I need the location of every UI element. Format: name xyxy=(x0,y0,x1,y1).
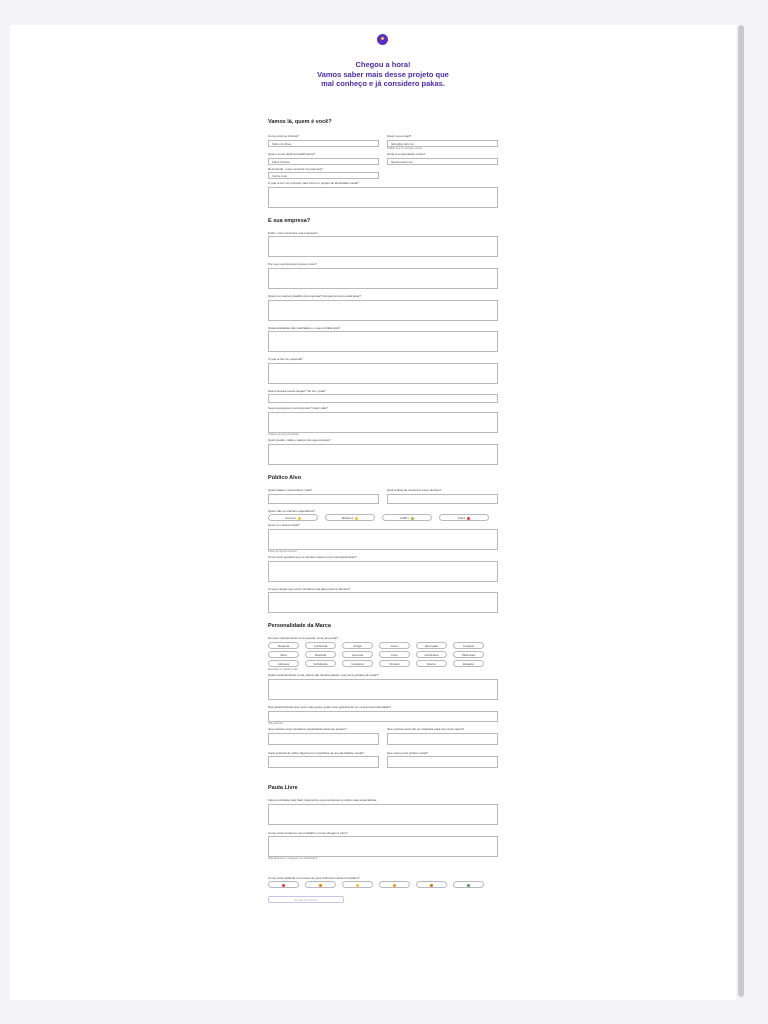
mission-textarea[interactable] xyxy=(268,444,498,465)
special-label: O que te faz ser especial? xyxy=(268,358,303,362)
avoid-colors-label: Que cores você prefere evitar? xyxy=(387,751,429,755)
rating-options xyxy=(268,881,498,888)
income-field[interactable] xyxy=(387,494,498,504)
rating-face-icon xyxy=(467,884,470,887)
trait-option[interactable]: Conhecida xyxy=(305,642,336,649)
rating-face-icon xyxy=(430,884,433,887)
ideal-client-label: Quem é o cliente ideal? xyxy=(268,524,300,528)
gender-option-men[interactable]: Homens xyxy=(268,514,318,521)
reason-label: O que te fez me procurar para criar um projeto de identidade visual? xyxy=(268,182,359,186)
name-label: Como você se chama? xyxy=(268,135,299,138)
ideal-client-textarea[interactable] xyxy=(268,529,498,550)
trait-option[interactable]: Forte xyxy=(379,651,410,658)
section-title-audience: Público Alvo xyxy=(268,474,302,481)
desired-traits-hint: Cite até três xyxy=(268,720,284,725)
brand-logo-icon xyxy=(377,34,388,45)
headline-line-3: mal conheço e já considero pakas. xyxy=(321,79,445,88)
email-hint: E-Mail que vc sempre vai ler xyxy=(387,145,423,150)
avoid-traits-textarea[interactable] xyxy=(268,679,498,700)
rating-option-4[interactable] xyxy=(379,881,410,888)
face-textarea[interactable] xyxy=(268,592,498,613)
company-description-label: Enfim, como descreve sua empresa? xyxy=(268,231,318,235)
section-title-company: E sua empresa? xyxy=(268,217,311,224)
rating-face-icon xyxy=(356,884,359,887)
ideal-client-hint: Faça um breve resumo xyxy=(268,548,297,553)
challenges-textarea[interactable] xyxy=(268,300,498,321)
company-name-reason-textarea[interactable] xyxy=(268,268,498,289)
company-field[interactable]: Fábio Panela xyxy=(268,158,379,165)
gender-option-women[interactable]: Mulheres xyxy=(325,514,375,521)
inspiring-brands-label: Que marcas você considera inspiradoras para seu projeto? xyxy=(268,727,347,731)
rating-option-1[interactable] xyxy=(268,881,299,888)
face-label: O que é aquilo que você considera sua face para os clientes? xyxy=(268,587,351,591)
inspiring-brands-field[interactable] xyxy=(268,733,379,745)
slogan-label: Sua empresa possui slogan? Se sim, qual? xyxy=(268,389,326,393)
role-label: Resumindo, o que você faz na empresa? xyxy=(268,167,323,171)
rating-label: Como você avaliaria o processo de preenchimento deste formulário? xyxy=(268,876,360,880)
trait-option[interactable]: Elegante xyxy=(453,660,484,667)
avoid-traits-label: Quais características a sua marca não deveria passar, que você gostaria de evitar? xyxy=(268,674,379,678)
headline-line-2: Vamos saber mais desse projeto que xyxy=(317,69,449,79)
competitors-textarea[interactable] xyxy=(268,412,498,433)
trait-option[interactable]: Eterna xyxy=(416,660,447,667)
avoid-colors-field[interactable] xyxy=(387,756,498,768)
trait-option[interactable]: Sofisticada xyxy=(305,660,336,667)
emoji-icon xyxy=(355,517,358,520)
rating-option-2[interactable] xyxy=(305,881,336,888)
non-inspiring-brands-label: Que marcas você não se inspiraria para sua nova marca? xyxy=(387,727,465,731)
emoji-icon xyxy=(467,517,470,520)
submit-button[interactable]: Enviar formulário xyxy=(268,896,344,903)
perception-label: Como você gostaria que os clientes vissem sua empresa/produto? xyxy=(268,556,357,560)
gender-option-lgbt[interactable]: LGBT+ xyxy=(382,514,432,521)
age-field[interactable] xyxy=(268,494,379,504)
free-topic-textarea[interactable] xyxy=(268,804,498,825)
trait-option[interactable]: Renovada xyxy=(416,642,447,649)
rating-option-3[interactable] xyxy=(342,881,373,888)
rating-face-icon xyxy=(319,884,322,887)
mission-label: Qual missão, visão e valores da sua empresa? xyxy=(268,439,331,443)
name-field[interactable]: Fábio da Silva xyxy=(268,140,379,147)
section-title-free-topic: Pauta Livre xyxy=(268,785,298,792)
trait-option[interactable]: Amorosa xyxy=(342,651,373,658)
competitors-hint: Indique as três principais xyxy=(268,431,299,436)
desired-traits-field[interactable] xyxy=(268,711,498,722)
rating-face-icon xyxy=(393,884,396,887)
site-field[interactable]: fabiopanela.com xyxy=(387,158,498,165)
scrollbar[interactable] xyxy=(738,25,744,997)
free-topic-label: Fique à vontade para falar mais sobre a sua empresa ou sobre suas expectativas. xyxy=(268,799,378,803)
special-textarea[interactable] xyxy=(268,363,498,384)
emoji-icon xyxy=(411,517,414,520)
trait-option[interactable]: Afetuosa xyxy=(268,660,299,667)
personality-label: Se sua empresa fosse uma pessoa, como ela seria? xyxy=(268,637,338,641)
trait-option[interactable]: Moderna xyxy=(268,642,299,649)
personality-options xyxy=(268,642,498,667)
trait-option[interactable]: Acolhedora xyxy=(416,651,447,658)
emoji-icon xyxy=(298,517,301,520)
rating-option-5[interactable] xyxy=(416,881,447,888)
trait-option[interactable]: Simples xyxy=(379,660,410,667)
reason-textarea[interactable] xyxy=(268,187,498,208)
page-headline xyxy=(290,60,476,89)
preferred-colors-field[interactable] xyxy=(268,756,379,768)
income-label: Qual a faixa de renda dos seus clientes? xyxy=(387,488,442,492)
section-title-about-you: Vamos lá, quem é você? xyxy=(268,119,332,125)
rating-face-icon xyxy=(282,884,285,887)
slogan-field[interactable] xyxy=(268,394,498,403)
gender-label: Quem são os clientes majoritários? xyxy=(268,509,315,513)
perception-textarea[interactable] xyxy=(268,561,498,582)
trait-option[interactable]: Séria xyxy=(268,651,299,658)
preferred-colors-label: Você gostaria de incluir alguma cor específica na sua identidade visual? xyxy=(268,751,364,755)
discovery-textarea[interactable] xyxy=(268,836,498,857)
competitors-label: Sua empresa tem concorrentes? Quem são? xyxy=(268,407,328,411)
trait-option[interactable]: Divertida xyxy=(305,651,336,658)
site-label: Onde a empresa/site existe? xyxy=(387,153,426,156)
company-description-textarea[interactable] xyxy=(268,236,498,257)
trait-option[interactable]: Antiga xyxy=(342,642,373,649)
challenges-label: Quais os maiores desafios da empresa? Há quanto tempo está ativa? xyxy=(268,294,361,298)
gender-option-all[interactable]: Todos xyxy=(439,514,489,521)
company-label: Qual o nome da Empresa/Produto? xyxy=(268,153,316,156)
email-label: Qual o seu email? xyxy=(387,135,412,138)
company-name-reason-label: Por que a empresa tem esse nome? xyxy=(268,263,317,267)
age-label: Quais idades consumiriam mais? xyxy=(268,488,313,492)
headline-line-1: Chegou a hora! xyxy=(355,60,411,69)
section-title-brand-personality: Personalidade da Marca xyxy=(268,623,331,630)
desired-traits-label: Das características que você mais gosta, quais você gostaria de ver nessa nova identidade? xyxy=(268,705,392,709)
trait-option[interactable]: Jovem xyxy=(379,642,410,649)
trait-option[interactable]: Inovadora xyxy=(342,660,373,667)
non-inspiring-brands-field[interactable] xyxy=(387,733,498,745)
form xyxy=(268,119,498,903)
role-field[interactable]: Vende tudo xyxy=(268,172,379,179)
trait-option[interactable]: Corajosa xyxy=(453,642,484,649)
rating-option-6[interactable] xyxy=(453,881,484,888)
email-field[interactable]: fabio@gmail.com xyxy=(387,140,498,147)
discovery-label: Como você conheceu meu trabalho e como chegou a mim? xyxy=(268,831,348,835)
discovery-hint: Pelo Behance, Instagram ou Indicação? xyxy=(268,856,318,861)
activities-label: Quais atividades são realizadas e o que te diferencia? xyxy=(268,326,341,330)
trait-option[interactable]: Misteriosa xyxy=(453,651,484,658)
activities-textarea[interactable] xyxy=(268,331,498,352)
traits-hint: Escolha no máximo três xyxy=(268,666,298,671)
